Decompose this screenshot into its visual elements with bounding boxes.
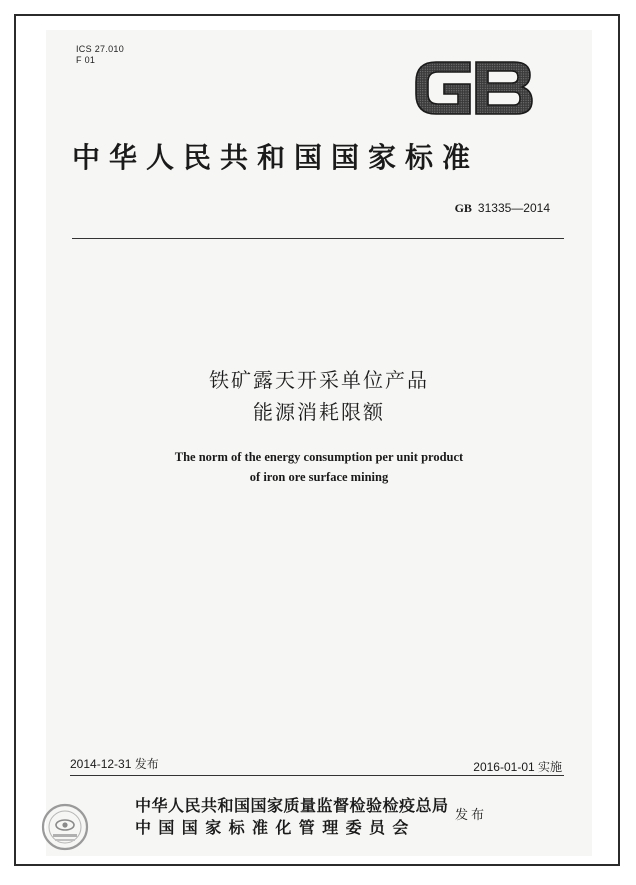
footer-divider [70,775,564,776]
national-standard-title: 中华人民共和国国家标准 [72,141,480,174]
ccs-code: F 01 [76,55,96,65]
publish-label: 发布 [455,808,488,823]
standard-prefix: GB [454,201,472,215]
chinese-title-line-1: 铁矿露天开采单位产品 [209,368,429,392]
english-title-line-1: The norm of the energy consumption per unit product [174,450,464,464]
publisher-sac: 中国国家标准化管理委员会 [135,818,416,837]
classification-codes [76,44,124,66]
standard-code: 31335—2014 [477,201,550,215]
publisher-aqsiq: 中华人民共和国国家质量监督检验检疫总局 [135,796,449,815]
seal-stamp-icon [40,796,90,858]
standard-number [455,201,550,216]
english-title-line-2: of iron ore surface mining [249,470,389,484]
chinese-title-line-2: 能源消耗限额 [253,400,385,424]
implementation-date: 2016-01-01 实施 [473,760,562,774]
issue-date: 2014-12-31 发布 [70,757,159,771]
ics-code: ICS 27.010 [76,44,125,54]
gb-logo-icon [412,56,536,120]
header-divider [72,238,564,239]
